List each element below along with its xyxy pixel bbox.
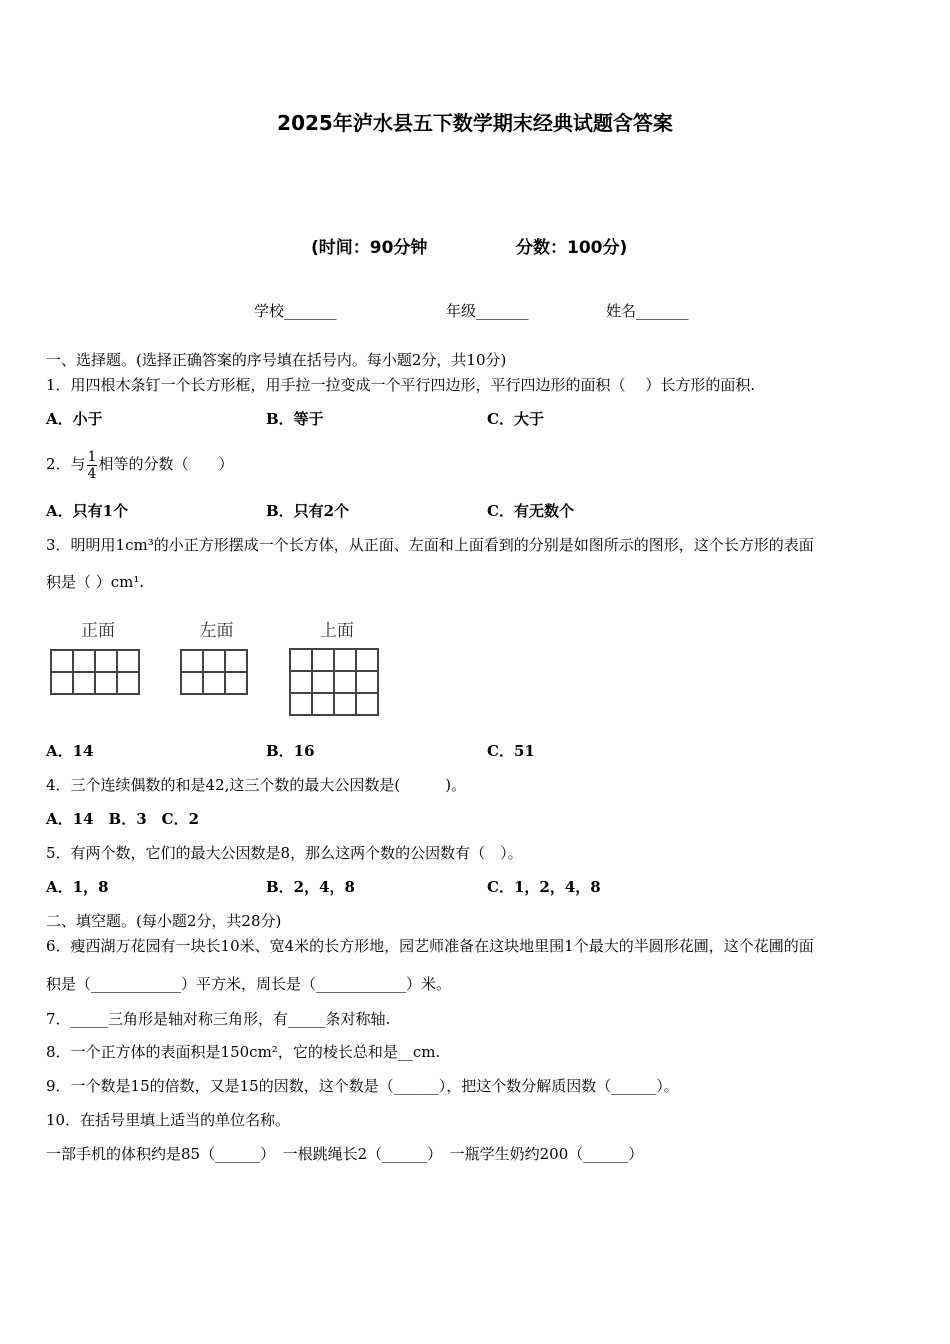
question-3-line-2: 积是（ ）cm¹. [46,573,145,591]
q5-option-c: C．1，2，4，8 [487,878,601,896]
question-10: 10．在括号里填上适当的单位名称。 [46,1111,291,1129]
question-6-line-2: 积是（____________）平方米，周长是（____________）米。 [46,975,452,993]
left-view-label: 左面 [199,621,234,641]
school-field: 学校_______ [254,302,337,320]
front-view-grid [50,649,140,695]
q5-option-a: A．1，8 [46,878,109,896]
question-10-items: 一部手机的体积约是85（______） 一根跳绳长2（______） 一瓶学生奶约200（______） [46,1145,644,1163]
section-1-heading: 一、选择题。(选择正确答案的序号填在括号内。每小题2分，共10分) [46,351,507,369]
fraction-numerator: 1 [87,448,97,465]
front-view-label: 正面 [81,621,115,641]
q2-option-b: B．只有2个 [266,502,350,520]
q2-prefix: 2．与 [46,455,86,473]
q1-option-c: C．大于 [487,410,544,428]
q1-option-a: A．小于 [46,410,103,428]
q3-option-c: C．51 [487,742,535,760]
q2-option-c: C．有无数个 [487,502,574,520]
q3-option-a: A．14 [46,742,94,760]
top-view-figure [289,616,385,720]
exam-time: (时间：90分钟 [311,238,428,258]
question-2 [46,446,233,482]
section-2-heading: 二、填空题。(每小题2分，共28分) [46,912,282,930]
question-6-line-1: 6．瘦西湖万花园有一块长10米、宽4米的长方形地，园艺师准备在这块地里围1个最大的半圆形花圃，这个花圃的面 [46,937,814,955]
q1-option-b: B．等于 [266,410,324,428]
question-3-line-1: 3．明明用1cm³的小正方形摆成一个长方体，从正面、左面和上面看到的分别是如图所示的图形，这个长方形的表面 [46,536,814,554]
front-view-figure [50,616,146,696]
exam-score: 分数：100分) [516,238,628,258]
question-7: 7．_____三角形是轴对称三角形，有_____条对称轴. [46,1010,391,1028]
q5-option-b: B．2，4，8 [266,878,355,896]
q3-option-b: B．16 [266,742,315,760]
left-view-grid [180,649,248,695]
name-field: 姓名_______ [606,302,689,320]
fraction-denominator: 4 [87,465,97,482]
question-4: 4．三个连续偶数的和是42,这三个数的最大公因数是( )。 [46,776,467,794]
question-8: 8．一个正方体的表面积是150cm²，它的棱长总和是__cm. [46,1043,441,1061]
top-view-grid [289,648,379,716]
question-1: 1．用四根木条钉一个长方形框，用手拉一拉变成一个平行四边形，平行四边形的面积（ ）长方形的面积. [46,376,756,394]
q4-options: A．14 B．3 C．2 [46,810,200,828]
grade-field: 年级_______ [446,302,529,320]
top-view-label: 上面 [320,621,354,641]
left-view-figure [180,616,253,696]
q2-suffix: 相等的分数（ ） [98,455,234,473]
fraction [87,449,98,482]
question-9: 9．一个数是15的倍数，又是15的因数，这个数是（______），把这个数分解质因数（______）。 [46,1077,679,1095]
question-5: 5．有两个数，它们的最大公因数是8，那么这两个数的公因数有（ ）。 [46,844,523,862]
document-title: 2025年泸水县五下数学期末经典试题含答案 [277,111,673,135]
q2-option-a: A．只有1个 [46,502,129,520]
